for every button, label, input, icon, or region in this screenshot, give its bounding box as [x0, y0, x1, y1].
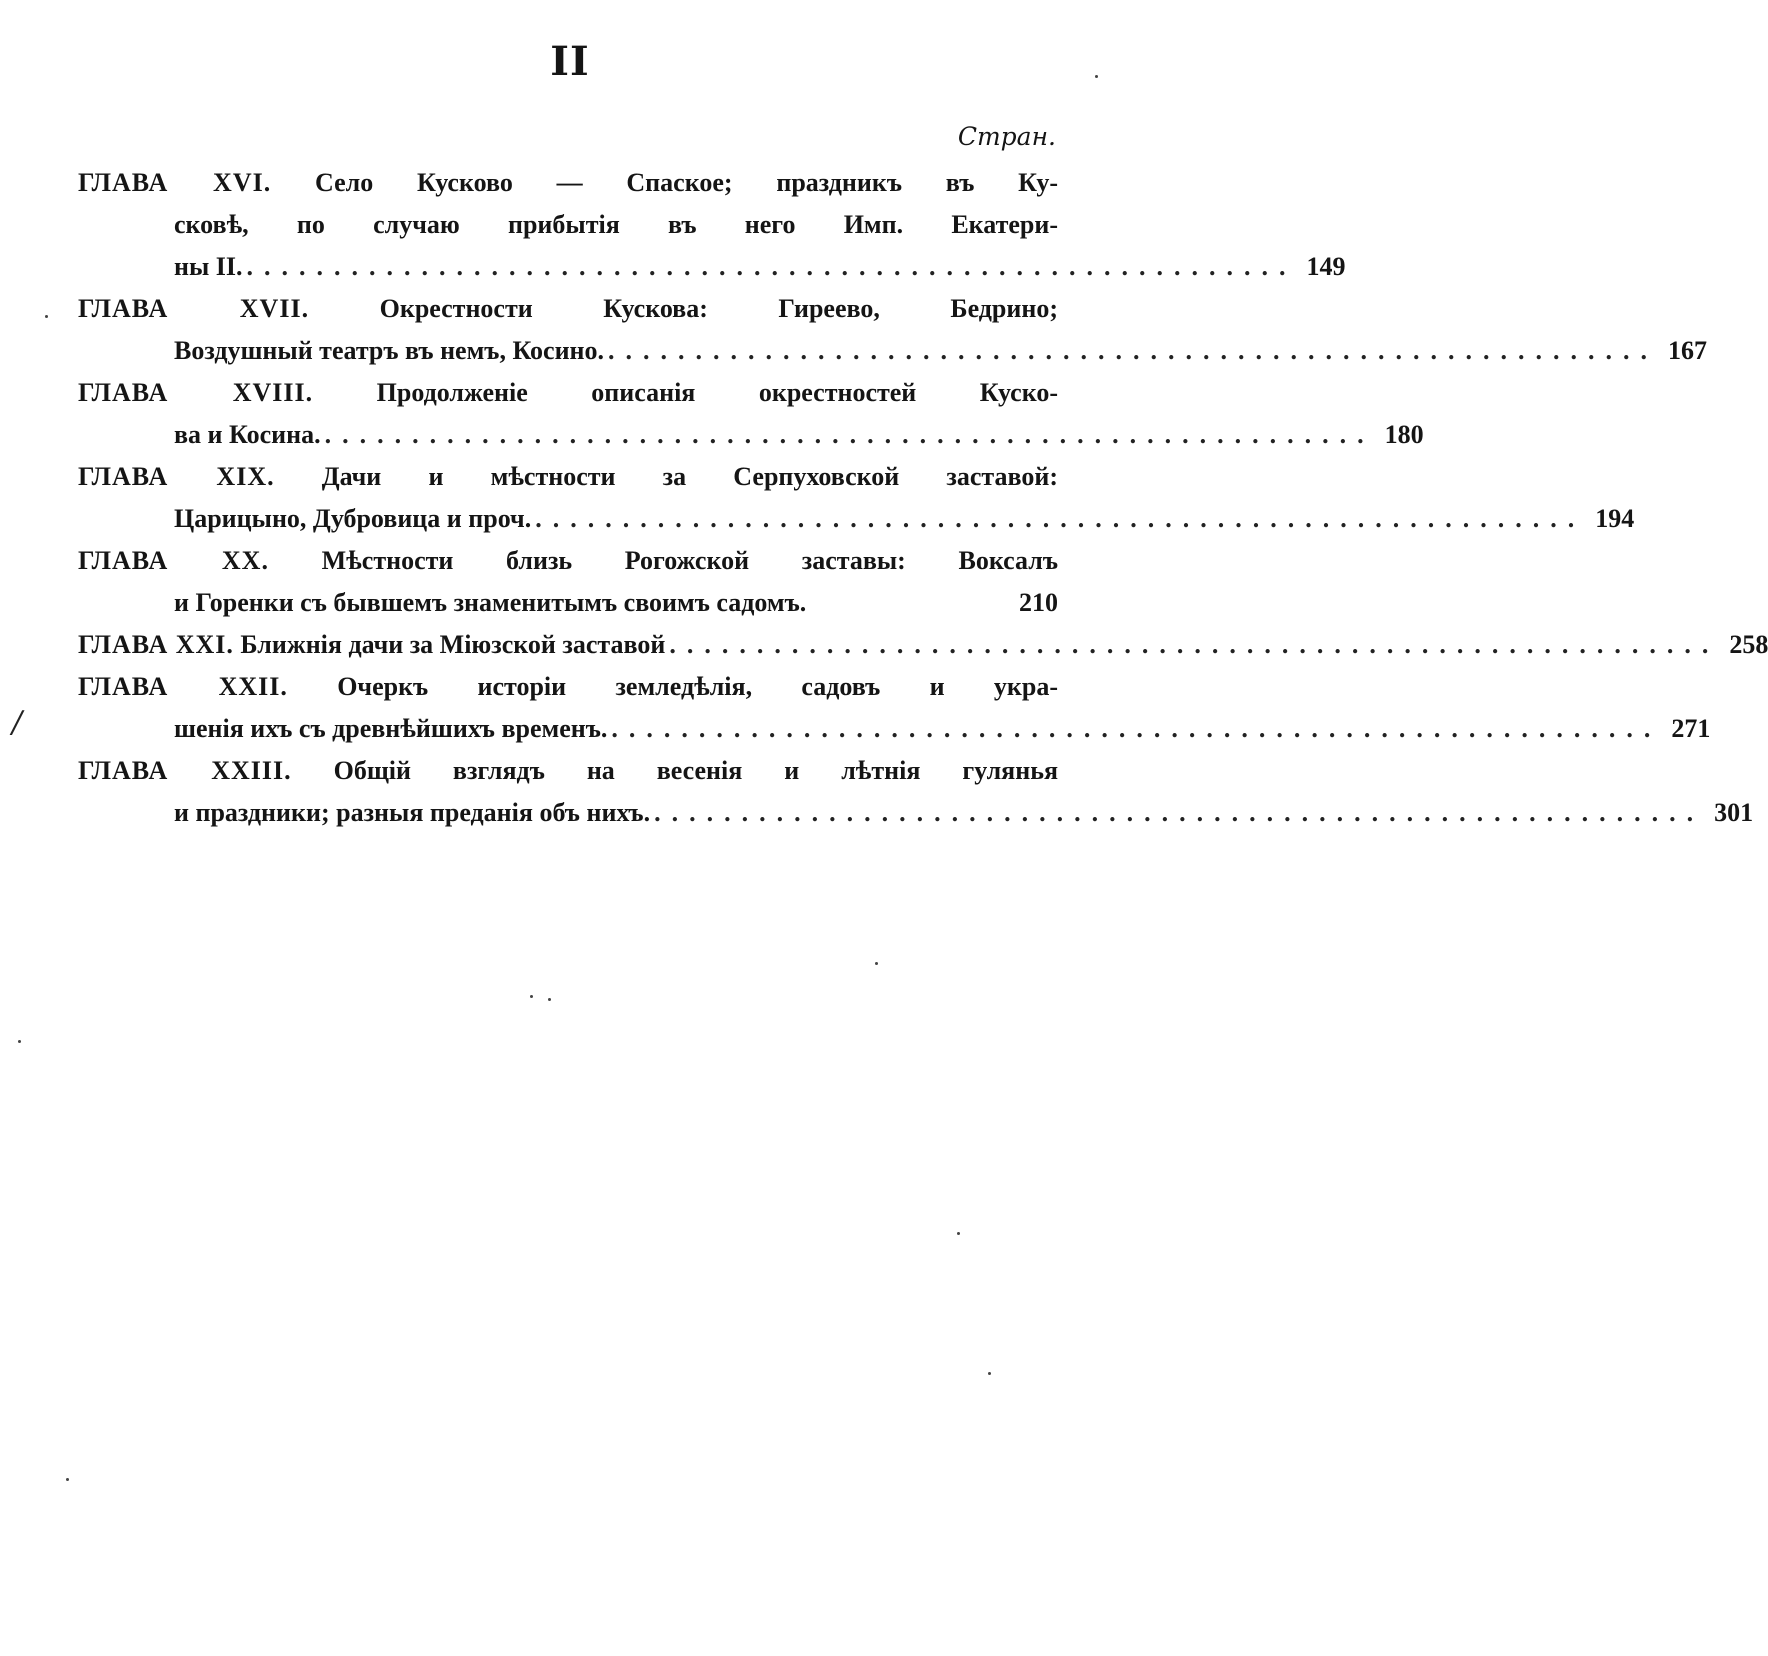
chapter-number: ГЛАВА XVI.	[78, 168, 272, 197]
scan-speck	[45, 315, 48, 318]
scan-speck	[18, 1040, 21, 1043]
toc-line	[78, 498, 1635, 540]
page-ref: 301	[1714, 798, 1754, 827]
toc-line	[78, 162, 1058, 204]
chapter-title: сковѣ, по случаю прибытія въ него Имп. Екатери-	[174, 210, 1058, 239]
chapter-title: Общій взглядъ на весенія и лѣтнія гулянья	[333, 756, 1059, 785]
page-number: II	[550, 38, 590, 85]
page-column-header: Стран.	[957, 122, 1056, 151]
toc-line	[78, 246, 1346, 288]
toc-line	[78, 372, 1058, 414]
chapter-title: ны II.	[174, 252, 243, 281]
chapter-title: Село Кусково — Спаское; праздникъ въ Ку-	[315, 168, 1058, 197]
chapter-title: Продолженіе описанія окрестностей Куско-	[376, 378, 1059, 407]
chapter-title: шенія ихъ съ древнѣйшихъ временъ.	[174, 714, 608, 743]
chapter-title: Ближнія дачи за Міюзской заставой	[240, 630, 666, 659]
chapter-title: Мѣстности близь Рогожской заставы: Воксалъ	[321, 546, 1058, 575]
chapter-number: ГЛАВА XIX.	[78, 462, 275, 491]
scan-speck	[957, 1232, 960, 1235]
toc-line	[78, 456, 1058, 498]
scan-speck	[548, 998, 551, 1001]
chapter-number: ГЛАВА XVII.	[78, 294, 310, 323]
scan-speck	[66, 1478, 69, 1481]
toc-line	[78, 330, 1708, 372]
toc-line	[78, 414, 1424, 456]
page-ref: 210	[1019, 588, 1058, 617]
leader-dots: ............................................................	[535, 504, 1586, 533]
chapter-title: Окрестности Кускова: Гиреево, Бедрино;	[379, 294, 1058, 323]
leader-dots: ............................................................	[654, 798, 1705, 827]
scan-speck	[530, 995, 533, 998]
chapter-title: Царицыно, Дубровица и проч.	[174, 504, 532, 533]
toc-line	[78, 792, 1754, 834]
chapter-title: Дачи и мѣстности за Серпуховской заставой:	[321, 462, 1059, 491]
toc-line	[78, 750, 1058, 792]
chapter-title: Воздушный театръ въ немъ, Косино.	[174, 336, 605, 365]
page-ref: 258	[1729, 630, 1768, 659]
leader-dots: ............................................................	[608, 336, 1659, 365]
toc-line	[78, 666, 1058, 708]
chapter-title: и Горенки съ бывшемъ знаменитымъ своимъ садомъ.	[174, 588, 807, 617]
leader-dots: ............................................................	[611, 714, 1662, 743]
toc-line	[78, 204, 1058, 246]
page-ref: 271	[1671, 714, 1711, 743]
scan-speck	[1095, 75, 1098, 78]
chapter-number: ГЛАВА XXIII.	[78, 756, 292, 785]
page-ref: 167	[1668, 336, 1708, 365]
chapter-title: Очеркъ исторіи земледѣлія, садовъ и укра-	[337, 672, 1059, 701]
margin-pencil-mark: /	[12, 705, 23, 740]
toc-line	[78, 288, 1058, 330]
chapter-number: ГЛАВА XX.	[78, 546, 269, 575]
toc-line	[78, 708, 1711, 750]
chapter-title: и праздники; разныя преданія объ нихъ.	[174, 798, 651, 827]
scan-speck	[988, 1372, 991, 1375]
leader-dots: ............................................................	[324, 420, 1375, 449]
page-ref: 180	[1384, 420, 1424, 449]
page-ref: 194	[1595, 504, 1635, 533]
chapter-number: ГЛАВА XVIII.	[78, 378, 314, 407]
page-ref: 149	[1306, 252, 1346, 281]
leader-dots: ............................................................	[246, 252, 1297, 281]
toc-line	[78, 624, 1768, 666]
chapter-title: ва и Косина.	[174, 420, 321, 449]
leader-dots: ............................................................	[669, 630, 1720, 659]
toc-line	[78, 540, 1058, 582]
chapter-number: ГЛАВА XXII.	[78, 672, 288, 701]
table-of-contents	[78, 162, 1768, 834]
toc-line	[78, 582, 1058, 624]
chapter-number: ГЛАВА XXI.	[78, 630, 234, 659]
scan-speck	[875, 962, 878, 965]
